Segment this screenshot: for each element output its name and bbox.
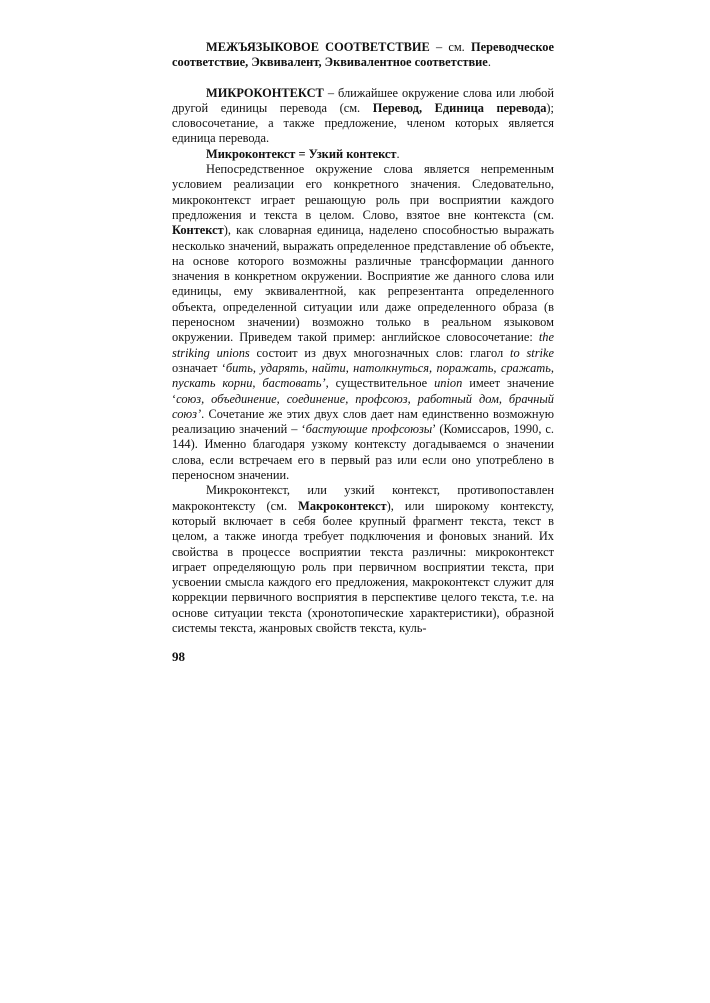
entry-headword: МИКРОКОНТЕКСТ bbox=[206, 85, 324, 100]
cross-reference: Макроконтекст bbox=[298, 498, 387, 513]
entry-separator bbox=[172, 71, 554, 86]
entry-mezhyazykovoe: МЕЖЪЯЗЫКОВОЕ СООТВЕТСТВИЕ – см. Переводческое соответствие, Эквивалент, Эквивалентное соответствие. bbox=[172, 40, 554, 70]
entry-mikrokontekst-definition: МИКРОКОНТЕКСТ – ближайшее окружение слова или любой другой единицы перевода (см. Перевод, Единица перевода); словосочетание, а также предложение, членом которых является единица перевода. bbox=[172, 85, 554, 146]
gloss-text: бить, ударять, найти, натолкнуться, поражать, сражать, пускать корни, бастовать’, bbox=[172, 360, 554, 391]
synonym-line: Микроконтекст = Узкий контекст. bbox=[206, 146, 400, 161]
synonym-equation: Микроконтекст = Узкий контекст bbox=[206, 146, 397, 161]
example-word: union bbox=[434, 376, 463, 391]
cross-reference: Переводческое соответствие, Эквивалент, Эквивалентное соответствие bbox=[172, 40, 554, 70]
document-page bbox=[172, 40, 554, 665]
cross-reference: Перевод, Единица перевода bbox=[372, 100, 547, 115]
cross-reference: Контекст bbox=[172, 223, 224, 238]
entry-headword: МЕЖЪЯЗЫКОВОЕ СООТВЕТСТВИЕ bbox=[206, 40, 430, 54]
page-number: 98 bbox=[172, 649, 185, 665]
gloss-text: союз, объединение, соединение, профсоюз, работный дом, брачный союз’ bbox=[172, 391, 554, 421]
body-paragraph: Микроконтекст, или узкий контекст, противопоставлен макроконтексту (см. Макроконтекст), или широкому контексту, который включает в себя более крупный фрагмент текста, текст в целом, а также иногда требует подключения и фоновых знаний. Их свойства в процессе восприятии текста различны: микроконтекст играет определяющую роль при первичном восприятии текста, при усвоении смысла каждого его предложения, макроконтекст служит для коррекции первичного восприятия в перспективе целого текста, т.е. на основе ситуации текста (хронотопические характеристики), образной системы текста, жанровых свойств текста, куль- bbox=[172, 483, 555, 635]
example-phrase: the striking unions bbox=[172, 330, 554, 360]
body-paragraph: Непосредственное окружение слова является непременным условием реализации его конкретного значения. Следовательно, микроконтекст играет решающую роль при восприятии каждого предложения и текста в целом. Слово, взятое вне контекста (см. Контекст), как словарная единица, наделено способностью выражать несколько значений, выражать определенное представление об объекте, на основе которого возможны различные трансформации данного значения в конкретном окружении. Восприятие же данного слова или единицы, ему эквивалентной, как репрезентанта определенного объекта, определенной ситуации или даже определенного образа (в переносном значении) возможно только в реальном языковом окружении. Приведем такой пример: английское словосочетание: the striking unions состоит из двух многозначных слов: глагол to strike означает ‘бить, ударять, найти, натолкнуться, поражать, сражать, пускать корни, бастовать’, существительное union имеет значение ‘союз, объединение, соединение, профсоюз, работный дом, брачный союз’. Сочетание же этих двух слов дает нам единственно возможную реализацию значений – ‘бастующие профсоюзы’ (Комиссаров, 1990, с. 144). Именно благодаря узкому контексту догадываемся о значении слова, если встречаем его в первый раз или если оно употреблено в переносном значении. bbox=[172, 162, 555, 483]
gloss-text: бастующие профсоюзы bbox=[305, 422, 433, 437]
example-word: to strike bbox=[510, 345, 554, 360]
